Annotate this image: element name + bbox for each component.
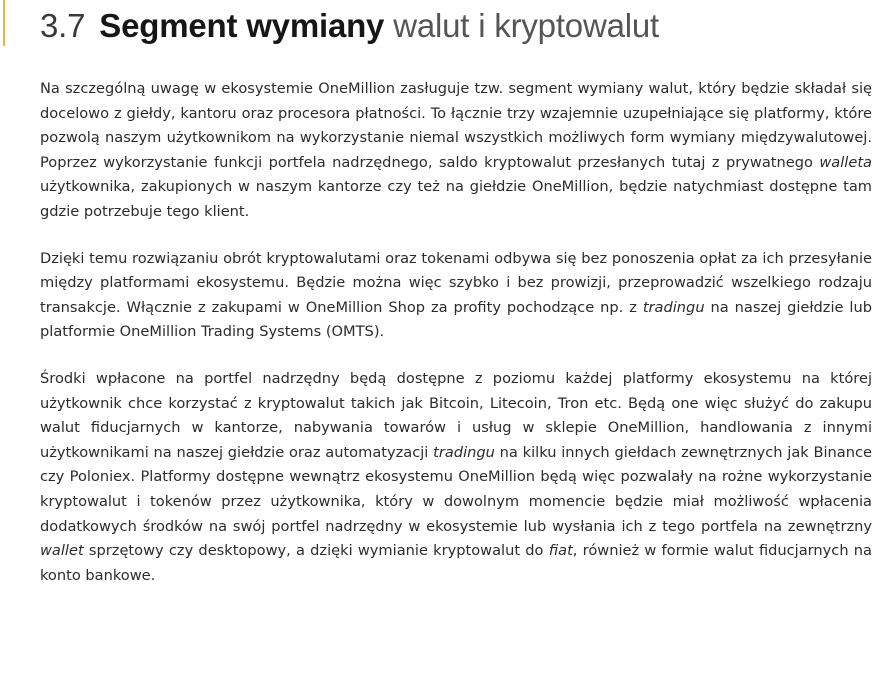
italic-term: walleta [819, 153, 872, 171]
text-run: użytkownika, zakupionych w naszym kantorze czy też na giełdzie OneMillion, będzie natychmiast dostępne tam gdzie potrzebuje tego klient. [40, 178, 872, 220]
paragraph-2 [40, 247, 872, 345]
accent-bar [3, 0, 5, 46]
text-run: , również w formie walut fiducjarnych na konto bankowe. [40, 542, 872, 584]
text-run: na naszej giełdzie lub platformie OneMillion Trading Systems (OMTS). [40, 298, 872, 341]
italic-term: tradingu [642, 298, 705, 316]
text-run: na kilku innych giełdach zewnętrznych jak Binance czy Poloniex. Platformy dostępne wewnątrz ekosystemu OneMillion będą więc pozwalały na rożne wykorzystanie kryptowalut i tokenów przez użytkownika, który w dowolnym momencie będzie miał możliwość wpłacenia dodatkowych środków na swój portfel nadrzędny w ekosystemie lub wysłania ich z tego portfela na zewnętrzny [40, 443, 872, 535]
section-heading [40, 2, 659, 50]
paragraph-1 [40, 77, 872, 225]
paragraph-3 [40, 367, 872, 588]
section-title-bold: Segment wymiany [99, 7, 385, 44]
section-number: 3.7 [40, 7, 86, 44]
text-run: Na szczególną uwagę w ekosystemie OneMillion zasługuje tzw. segment wymiany walut, który będzie składał się docelowo z giełdy, kantoru oraz procesora płatności. To łącznie trzy wzajemnie uzupełniające się platformy, które pozwolą naszym użytkownikom na wykorzystanie niemal wszystkich możliwych form wymiany międzywalutowej. Poprzez wykorzystanie funkcji portfela nadrzędnego, saldo kryptowalut przesłanych tutaj z prywatnego [40, 80, 872, 171]
italic-term: wallet [40, 542, 84, 560]
section-title-light: walut i kryptowalut [393, 7, 659, 44]
italic-term: fiat [548, 542, 573, 560]
text-run: Środki wpłacone na portfel nadrzędny będą dostępne z poziomu każdej platformy ekosystemu na której użytkownik chce korzystać z kryptowalut takich jak Bitcoin, Litecoin, Tron etc. Będą one więc służyć do zakupu walut fiducjarnych w kantorze, nabywania towarów i usług w sklepie OneMillion, handlowania z innymi użytkownikami na naszej giełdzie oraz automatyzacji [40, 369, 872, 461]
section-body [40, 77, 872, 610]
italic-term: tradingu [433, 443, 495, 461]
text-run: Dzięki temu rozwiązaniu obrót kryptowalutami oraz tokenami odbywa się bez ponoszenia opłat za ich przesyłanie między platformami ekosystemu. Będzie można więc szybko i bez prowizji, przeprowadzić wszelkiego rodzaju transakcje. Włącznie z zakupami w OneMillion Shop za profity pochodzące np. z [40, 249, 872, 316]
text-run: sprzętowy czy desktopowy, a dzięki wymianie kryptowalut do [83, 542, 549, 560]
